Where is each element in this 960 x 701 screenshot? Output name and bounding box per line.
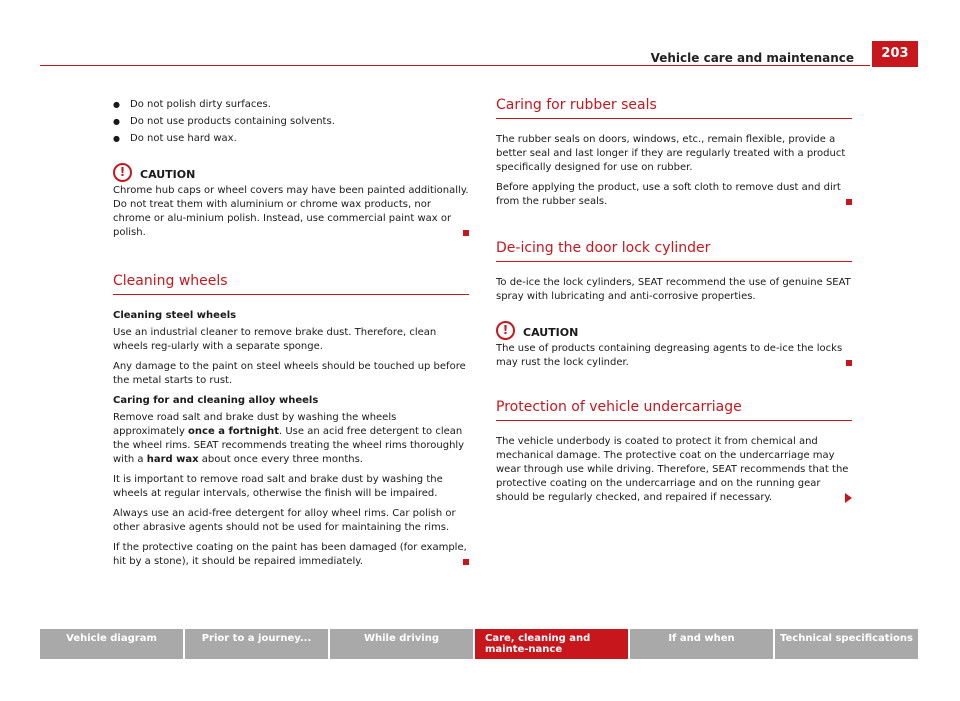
paragraph: Use an industrial cleaner to remove brake dust. Therefore, clean wheels reg-ularly with a separate sponge. bbox=[113, 327, 437, 352]
warning-icon: ! bbox=[496, 321, 515, 340]
right-column bbox=[496, 98, 852, 505]
section-title: Cleaning wheels bbox=[113, 274, 469, 295]
tab-technical-specifications[interactable]: Technical specifications bbox=[775, 629, 918, 659]
tab-while-driving[interactable]: While driving bbox=[330, 629, 473, 659]
caution-heading bbox=[113, 162, 469, 182]
end-marker-icon bbox=[846, 360, 852, 366]
continue-arrow-icon bbox=[845, 493, 852, 503]
list-item: ● Do not polish dirty surfaces. bbox=[113, 98, 469, 112]
subheading: Caring for and cleaning alloy wheels bbox=[113, 395, 319, 406]
section-title: De-icing the door lock cylinder bbox=[496, 241, 852, 262]
paragraph: Any damage to the paint on steel wheels should be touched up before the metal starts to rust. bbox=[113, 361, 466, 386]
paragraph: The vehicle underbody is coated to protect it from chemical and mechanical damage. The protective coat on the undercarriage may wear through use while driving. Therefore, SEAT recommends that the protective coating on the undercarriage and on the running gear should be regularly checked, and repaired if necessary. bbox=[496, 435, 852, 505]
footer-nav bbox=[40, 629, 918, 659]
left-column bbox=[113, 98, 469, 569]
end-marker-icon bbox=[846, 199, 852, 205]
running-header: Vehicle care and maintenance bbox=[650, 51, 854, 65]
tab-if-and-when[interactable]: If and when bbox=[630, 629, 773, 659]
header-rule bbox=[40, 65, 870, 66]
paragraph: Remove road salt and brake dust by washing the wheels approximately once a fortnight. Use an acid free detergent to clean the wheel rims. SEAT recommends treating the wheel rims thoroughly with a hard wax about once every three months. bbox=[113, 412, 465, 465]
end-marker-icon bbox=[463, 559, 469, 565]
paragraph: Always use an acid-free detergent for alloy wheel rims. Car polish or other abrasive agents should not be used for maintaining the rims. bbox=[113, 508, 456, 533]
paragraph: If the protective coating on the paint has been damaged (for example, hit by a stone), it should be repaired immediately. bbox=[113, 541, 469, 569]
paragraph: Before applying the product, use a soft cloth to remove dust and dirt from the rubber seals. bbox=[496, 181, 852, 209]
caution-heading bbox=[496, 320, 852, 340]
caution-label: CAUTION bbox=[140, 168, 196, 181]
caution-label: CAUTION bbox=[523, 326, 579, 339]
section-title: Protection of vehicle undercarriage bbox=[496, 400, 852, 421]
warning-icon: ! bbox=[113, 163, 132, 182]
tab-vehicle-diagram[interactable]: Vehicle diagram bbox=[40, 629, 183, 659]
subheading: Cleaning steel wheels bbox=[113, 310, 237, 321]
list-item: ● Do not use products containing solvents. bbox=[113, 115, 469, 129]
caution-text: The use of products containing degreasing agents to de-ice the locks may rust the lock cylinder. bbox=[496, 342, 852, 370]
paragraph: To de-ice the lock cylinders, SEAT recommend the use of genuine SEAT spray with lubricating and anti-corrosive properties. bbox=[496, 277, 851, 302]
bullet-list bbox=[113, 98, 469, 146]
page-number: 203 bbox=[872, 41, 918, 67]
tab-prior-to-journey[interactable]: Prior to a journey... bbox=[185, 629, 328, 659]
paragraph: The rubber seals on doors, windows, etc., remain flexible, provide a better seal and last longer if they are regularly treated with a product specifically designed for use on rubber. bbox=[496, 134, 846, 173]
tab-care-cleaning[interactable]: Care, cleaning and mainte-nance bbox=[475, 629, 628, 659]
section-title: Caring for rubber seals bbox=[496, 98, 852, 119]
paragraph: It is important to remove road salt and brake dust by washing the wheels at regular intervals, otherwise the finish will be impaired. bbox=[113, 474, 443, 499]
list-item: ● Do not use hard wax. bbox=[113, 132, 469, 146]
end-marker-icon bbox=[463, 230, 469, 236]
caution-text: Chrome hub caps or wheel covers may have been painted additionally. Do not treat them with aluminium or chrome wax products, nor chrome or alu-minium polish. Instead, use commercial paint wax or polish. bbox=[113, 185, 469, 238]
